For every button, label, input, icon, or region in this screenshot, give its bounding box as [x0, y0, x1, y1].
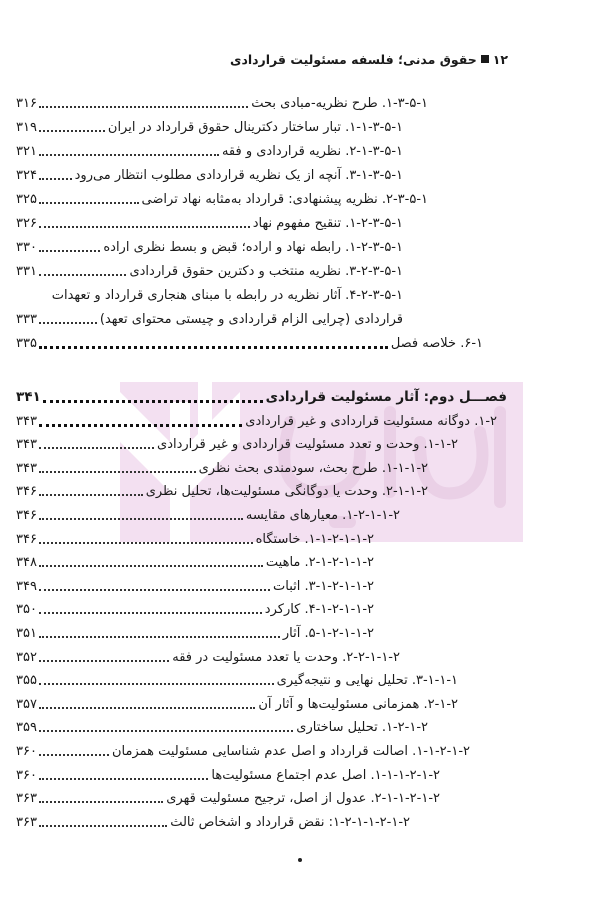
dot-leader	[39, 106, 248, 108]
entry-title: ۱-۵-۳-۱. طرح نظریه-مبادی بحث	[251, 95, 428, 111]
page-number: ۳۲۱	[16, 143, 37, 159]
dot-leader	[39, 660, 169, 662]
dot-leader	[39, 226, 250, 228]
toc-entry-continuation[interactable]	[16, 308, 403, 330]
toc-entry[interactable]	[16, 164, 403, 186]
page-number: ۳۴۳	[16, 460, 37, 476]
page-number: ۳۲۴	[16, 167, 37, 183]
page-number: ۳۳۵	[16, 335, 37, 351]
toc-entry[interactable]	[16, 669, 458, 691]
toc-entry[interactable]	[16, 787, 440, 809]
dot-leader	[39, 730, 293, 732]
entry-title: ۲-۱-۲-۱. تحلیل ساختاری	[296, 719, 428, 735]
toc-entry[interactable]	[16, 140, 403, 162]
toc-entry[interactable]	[16, 433, 458, 455]
dot-leader	[39, 471, 196, 473]
stray-dot-mark	[298, 858, 302, 862]
toc-entry[interactable]	[16, 480, 428, 502]
dot-leader	[39, 612, 262, 614]
toc-entry[interactable]	[16, 693, 458, 715]
page-number: ۳۴۳	[16, 413, 37, 429]
entry-title: ۲-۱-۲. همزمانی مسئولیت‌ها و آثار آن	[258, 696, 458, 712]
toc-entry[interactable]	[16, 188, 428, 210]
dot-leader	[39, 494, 143, 496]
toc-entry[interactable]	[16, 528, 374, 550]
page-number: ۳۶۰	[16, 767, 37, 783]
toc-entry[interactable]	[16, 260, 403, 282]
dot-leader	[39, 424, 242, 427]
entry-title: قراردادی (چرایی الزام قراردادی و چیستی محتوای تعهد)	[99, 311, 403, 327]
toc-entry[interactable]	[16, 764, 440, 786]
toc-entry[interactable]	[16, 116, 403, 138]
square-bullet-icon	[481, 55, 489, 63]
chapter-title: فصـــل دوم: آثار مسئولیت قراردادی	[265, 389, 507, 405]
entry-title: ۱-۵-۳-۲-۱. تنقیح مفهوم نهاد	[252, 215, 403, 231]
entry-title: ۱-۵-۳-۱-۱. تبار ساختار دکترینال حقوق قرارداد در ایران	[107, 119, 403, 135]
toc-entry[interactable]	[16, 575, 374, 597]
page-number: ۳۴۶	[16, 531, 37, 547]
running-header	[230, 52, 508, 67]
entry-title: ۲-۱-۱-۲-۱-۴. کارکرد	[264, 601, 374, 617]
entry-title: ۱-۵-۳-۲-۴. آثار نظریه در رابطه با مبنای هنجاری قرارداد و تعهدات	[51, 287, 403, 303]
entry-title: ۲-۱-۱-۲-۲. وحدت یا تعدد مسئولیت در فقه	[172, 649, 400, 665]
page-number: ۳۳۳	[16, 311, 37, 327]
entry-title: ۱-۵-۳-۱-۳. آنچه از یک نظریه قراردادی مطلوب انتظار می‌رود	[74, 167, 403, 183]
page-number: ۳۵۲	[16, 649, 37, 665]
toc-chapter-heading[interactable]	[16, 386, 507, 408]
dot-leader	[39, 801, 163, 803]
toc-entry[interactable]	[16, 504, 400, 526]
toc-entry[interactable]	[16, 598, 374, 620]
entry-title: ۲-۱. دوگانه مسئولیت قراردادی و غیر قراردادی	[245, 413, 497, 429]
page-number: ۳۲۶	[16, 215, 37, 231]
page-number: ۳۵۹	[16, 719, 37, 735]
dot-leader	[39, 754, 109, 756]
entry-title: ۲-۱-۱-۱. طرح بحث، سودمندی بحث نظری	[198, 460, 428, 476]
dot-leader	[39, 447, 154, 449]
dot-leader	[39, 565, 263, 567]
entry-title: ۱-۵-۳-۲-۱. رابطه نهاد و اراده؛ قبض و بسط نظری اراده	[103, 239, 403, 255]
entry-title: ۱-۶. خلاصه فصل	[390, 335, 483, 351]
page-number: ۳۲۵	[16, 191, 37, 207]
page-number: ۳۳۰	[16, 239, 37, 255]
page-number: ۳۵۱	[16, 625, 37, 641]
entry-title: ۱-۵-۳-۲-۳. نظریه منتخب و دکترین حقوق قراردادی	[129, 263, 403, 279]
toc-entry[interactable]	[16, 332, 483, 354]
toc-entry[interactable]	[16, 236, 403, 258]
toc-entry[interactable]	[16, 212, 403, 234]
toc-entry[interactable]	[16, 457, 428, 479]
page-number: ۳۵۰	[16, 601, 37, 617]
toc-entry[interactable]	[16, 811, 410, 833]
page-number: ۳۵۷	[16, 696, 37, 712]
page-number: ۳۴۶	[16, 507, 37, 523]
entry-title: ۲-۱-۱-۲-۱-۱. خاستگاه	[255, 531, 374, 547]
dot-leader	[39, 202, 139, 204]
dot-leader	[39, 274, 127, 276]
page-number: ۳۱۶	[16, 95, 37, 111]
header-title: حقوق مدنی؛ فلسفه مسئولیت قراردادی	[229, 52, 477, 67]
entry-title: ۲-۱-۱-۲-۱. معیارهای مقایسه	[245, 507, 400, 523]
dot-leader	[39, 778, 208, 780]
toc-entry[interactable]	[16, 622, 374, 644]
dot-leader	[39, 636, 280, 638]
toc-entry[interactable]	[16, 716, 428, 738]
dot-leader	[39, 683, 274, 685]
dot-leader	[39, 154, 219, 156]
dot-leader	[39, 130, 105, 132]
dot-leader	[39, 825, 167, 827]
page-number: ۳۴۱	[16, 389, 41, 405]
dot-leader	[39, 178, 72, 180]
page-number: ۳۳۱	[16, 263, 37, 279]
page-number: ۳۱۹	[16, 119, 37, 135]
toc-entry[interactable]	[16, 284, 403, 306]
dot-leader	[39, 589, 270, 591]
page-number: ۳۶۳	[16, 814, 37, 830]
header-page-number: ۱۲	[492, 52, 508, 67]
page-number: ۳۴۹	[16, 578, 37, 594]
toc-entry[interactable]	[16, 551, 374, 573]
entry-title: ۲-۱-۱-۲. وحدت یا دوگانگی مسئولیت‌ها، تحلیل نظری	[145, 483, 428, 499]
dot-leader	[39, 250, 100, 252]
dot-leader	[39, 322, 97, 324]
page-number: ۳۴۶	[16, 483, 37, 499]
page-number: ۳۴۳	[16, 436, 37, 452]
dot-leader	[39, 707, 255, 709]
entry-title: ۲-۱-۲-۱-۱-۱. اصل عدم اجتماع مسئولیت‌ها	[211, 767, 440, 783]
entry-title: ۱-۱-۱-۳. تحلیل نهایی و نتیجه‌گیری	[276, 672, 458, 688]
dot-leader	[39, 518, 243, 520]
dot-leader	[39, 346, 388, 349]
toc-entry[interactable]	[16, 740, 470, 762]
entry-title: ۲-۱-۲-۱-۱. اصالت قرارداد و اصل عدم شناسایی مسئولیت همزمان	[111, 743, 470, 759]
toc-entry[interactable]	[16, 646, 400, 668]
dot-leader	[43, 400, 263, 403]
page-number: ۳۴۸	[16, 554, 37, 570]
entry-title: ۲-۱-۲-۱-۱-۲. عدول از اصل، ترجیح مسئولیت قهری	[166, 790, 440, 806]
entry-title: ۲-۱-۱-۲-۱-۵. آثار	[282, 625, 374, 641]
entry-title: ۱-۵-۳-۲. نظریه پیشنهادی: قرارداد به‌مثابه نهاد تراضی	[141, 191, 428, 207]
entry-title: ۲-۱-۱-۲-۱-۳. اثبات	[273, 578, 374, 594]
entry-title: ۲-۱-۱. وحدت و تعدد مسئولیت قراردادی و غیر قراردادی	[157, 436, 458, 452]
page-number: ۳۶۳	[16, 790, 37, 806]
page-number: ۳۶۰	[16, 743, 37, 759]
entry-title: ۲-۱-۱-۲-۱-۲. ماهیت	[265, 554, 374, 570]
dot-leader	[39, 542, 253, 544]
entry-title: ۲-۱-۲-۱-۱-۲-۱: نقض قرارداد و اشخاص ثالث	[170, 814, 410, 830]
entry-title: ۱-۵-۳-۱-۲. نظریه قراردادی و فقه	[221, 143, 403, 159]
page-number: ۳۵۵	[16, 672, 37, 688]
toc-entry[interactable]	[16, 410, 497, 432]
toc-entry[interactable]	[16, 92, 428, 114]
